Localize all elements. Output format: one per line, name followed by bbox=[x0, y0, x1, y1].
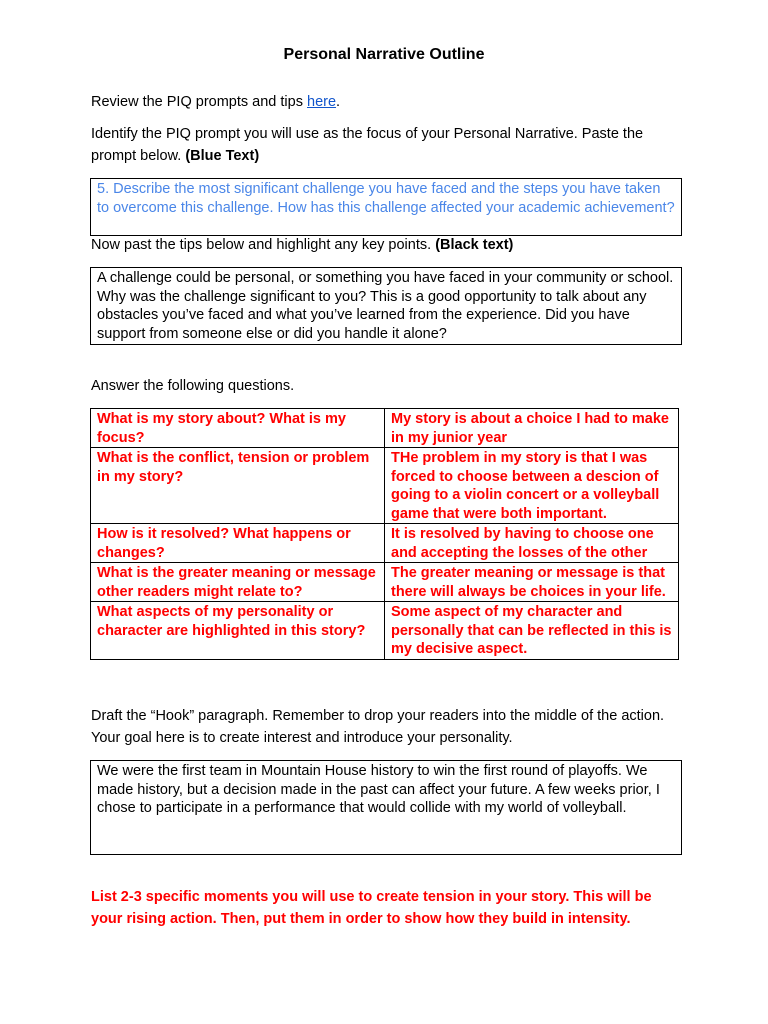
hook-instruction: Draft the “Hook” paragraph. Remember to drop your readers into the middle of the action. Your goal here is to create interest and introduce your personality. bbox=[91, 708, 665, 746]
identify-instruction bbox=[91, 123, 681, 167]
tips-instruction-text: Now past the tips below and highlight any key points. bbox=[91, 237, 436, 253]
document-title: Personal Narrative Outline bbox=[283, 46, 485, 63]
rising-action-instruction: List 2-3 specific moments you will use to create tension in your story. This will be your rising action. Then, put them in order to show how they build in intensity. bbox=[91, 889, 652, 927]
question-cell: How is it resolved? What happens or changes? bbox=[91, 524, 385, 563]
tips-instruction-bold: (Black text) bbox=[435, 237, 514, 253]
identify-bold: (Blue Text) bbox=[185, 148, 260, 164]
question-cell: What is the conflict, tension or problem in my story? bbox=[91, 448, 385, 524]
review-instruction bbox=[91, 91, 681, 113]
table-row bbox=[91, 524, 679, 563]
questions-table bbox=[90, 408, 679, 660]
answer-cell[interactable]: The greater meaning or message is that there will always be choices in your life. bbox=[385, 563, 679, 602]
answer-heading: Answer the following questions. bbox=[91, 378, 295, 394]
review-end: . bbox=[336, 94, 341, 110]
hook-box[interactable]: We were the first team in Mountain House history to win the first round of playoffs. We made history, but a decision made in the past can affect your future. A few weeks prior, I chose to participate in a performance that would collide with my world of volleyball. bbox=[90, 760, 682, 855]
table-row bbox=[91, 409, 679, 448]
table-row bbox=[91, 602, 679, 660]
answer-cell[interactable]: My story is about a choice I had to make in my junior year bbox=[385, 409, 679, 448]
prompt-box[interactable]: 5. Describe the most significant challenge you have faced and the steps you have taken to overcome this challenge. How has this challenge affected your academic achievement? bbox=[90, 178, 682, 236]
answer-cell[interactable]: It is resolved by having to choose one and accepting the losses of the other bbox=[385, 524, 679, 563]
here-link[interactable]: here bbox=[307, 94, 337, 110]
table-row bbox=[91, 563, 679, 602]
tips-box[interactable]: A challenge could be personal, or something you have faced in your community or school. Why was the challenge significant to you? This is a good opportunity to talk about any obstacles you’ve faced and what you’ve learned from the experience. Did you have support from someone else or did you handle it alone? bbox=[90, 267, 682, 345]
answer-cell[interactable]: Some aspect of my character and personally that can be reflected in this is my decisive aspect. bbox=[385, 602, 679, 660]
answer-cell[interactable]: THe problem in my story is that I was forced to choose between a descion of going to a violin concert or a volleyball game that were both important. bbox=[385, 448, 679, 524]
table-row bbox=[91, 448, 679, 524]
question-cell: What aspects of my personality or character are highlighted in this story? bbox=[91, 602, 385, 660]
question-cell: What is my story about? What is my focus? bbox=[91, 409, 385, 448]
tips-instruction bbox=[91, 234, 681, 256]
question-cell: What is the greater meaning or message other readers might relate to? bbox=[91, 563, 385, 602]
review-text: Review the PIQ prompts and tips bbox=[91, 94, 307, 110]
identify-text: Identify the PIQ prompt you will use as the focus of your Personal Narrative. Paste the prompt below. bbox=[91, 126, 644, 164]
